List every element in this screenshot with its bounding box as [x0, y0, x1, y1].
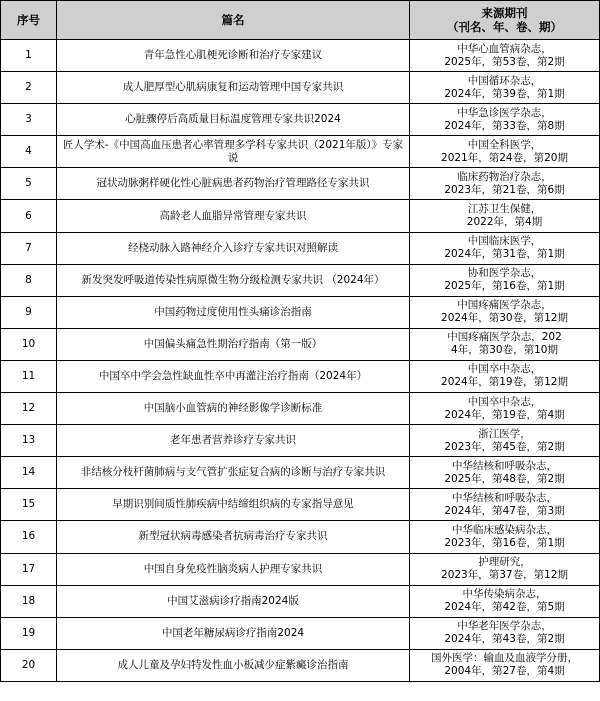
table-row [1, 393, 600, 425]
row-source [410, 328, 600, 360]
row-source-journal: 中国疼痛医学杂志， [457, 299, 552, 312]
row-source-journal: 中华临床感染病杂志， [452, 523, 557, 536]
row-title: 中国自身免疫性脑炎病人护理专家共识 [57, 553, 410, 585]
row-source-journal: 国外医学：输血及血液学分册， [431, 652, 578, 665]
row-index: 2 [1, 72, 57, 104]
row-title: 高龄老人血脂异常管理专家共识 [57, 200, 410, 232]
row-source-journal: 中国全科医学， [467, 138, 542, 151]
row-source-journal: 中国卒中杂志， [467, 363, 542, 376]
table-row [1, 232, 600, 264]
row-title: 匠人学术-《中国高血压患者心率管理多学科专家共识（2021年版）》专家说 [57, 136, 410, 168]
row-index: 15 [1, 489, 57, 521]
row-index: 11 [1, 360, 57, 392]
table-row [1, 40, 600, 72]
row-source [410, 425, 600, 457]
row-source-journal: 中华传染病杂志， [462, 588, 547, 601]
header-source-line1: 来源期刊 [481, 6, 528, 20]
row-source-journal: 中华结核和呼吸杂志， [452, 459, 557, 472]
row-source [410, 296, 600, 328]
row-source-issue: 2024年，第19卷，第12期 [441, 376, 568, 389]
row-index: 14 [1, 457, 57, 489]
row-source-issue: 2023年，第37卷，第12期 [441, 569, 568, 582]
row-source-issue: 2004年，第27卷，第4期 [444, 665, 565, 678]
row-source-issue: 2024年，第43卷，第2期 [444, 633, 565, 646]
row-source-issue: 2025年，第16卷，第1期 [444, 280, 565, 293]
row-source [410, 521, 600, 553]
table-row [1, 425, 600, 457]
row-index: 17 [1, 553, 57, 585]
row-index: 12 [1, 393, 57, 425]
table-row [1, 296, 600, 328]
row-index: 9 [1, 296, 57, 328]
row-source [410, 104, 600, 136]
row-index: 10 [1, 328, 57, 360]
row-title: 中国老年糖尿病诊疗指南2024 [57, 617, 410, 649]
row-source [410, 168, 600, 200]
table-row [1, 521, 600, 553]
table-row [1, 264, 600, 296]
row-index: 7 [1, 232, 57, 264]
row-source-journal: 中华结核和呼吸杂志， [452, 491, 557, 504]
row-title: 成人肥厚型心肌病康复和运动管理中国专家共识 [57, 72, 410, 104]
header-source [410, 1, 600, 40]
table-row [1, 553, 600, 585]
row-source [410, 264, 600, 296]
row-index: 3 [1, 104, 57, 136]
table-row [1, 617, 600, 649]
row-title: 中国药物过度使用性头痛诊治指南 [57, 296, 410, 328]
row-source-issue: 2024年，第39卷，第1期 [444, 87, 565, 100]
row-source-journal: 中华老年医学杂志， [457, 620, 552, 633]
table-row [1, 104, 600, 136]
row-title: 心脏骤停后高质量目标温度管理专家共识2024 [57, 104, 410, 136]
row-source-issue: 2025年，第53卷，第2期 [444, 55, 565, 68]
table-row [1, 200, 600, 232]
row-title: 经桡动脉入路神经介入诊疗专家共识对照解读 [57, 232, 410, 264]
row-index: 4 [1, 136, 57, 168]
row-source-journal: 中华急诊医学杂志， [457, 106, 552, 119]
table-row [1, 489, 600, 521]
row-source [410, 200, 600, 232]
row-title: 新型冠状病毒感染者抗病毒治疗专家共识 [57, 521, 410, 553]
row-source [410, 553, 600, 585]
table-row [1, 136, 600, 168]
header-title: 篇名 [57, 1, 410, 40]
row-title: 冠状动脉粥样硬化性心脏病患者药物治疗管理路径专家共识 [57, 168, 410, 200]
table-row [1, 585, 600, 617]
row-index: 20 [1, 649, 57, 681]
row-title: 中国艾滋病诊疗指南2024版 [57, 585, 410, 617]
row-source-issue: 2023年，第16卷，第1期 [444, 536, 565, 549]
row-index: 16 [1, 521, 57, 553]
row-index: 6 [1, 200, 57, 232]
header-index: 序号 [1, 1, 57, 40]
row-source-journal: 协和医学杂志， [467, 267, 542, 280]
table-row [1, 649, 600, 681]
row-source [410, 617, 600, 649]
row-source [410, 360, 600, 392]
row-source-journal: 浙江医学， [478, 427, 531, 440]
row-index: 13 [1, 425, 57, 457]
row-index: 18 [1, 585, 57, 617]
row-title: 老年患者营养诊疗专家共识 [57, 425, 410, 457]
row-source-issue: 2024年，第19卷，第4期 [444, 408, 565, 421]
row-title: 早期识别间质性肺疾病中结缔组织病的专家指导意见 [57, 489, 410, 521]
row-source [410, 585, 600, 617]
row-source-journal: 护理研究， [478, 556, 531, 569]
row-index: 5 [1, 168, 57, 200]
row-title: 成人儿童及孕妇特发性血小板减少症紫癜诊治指南 [57, 649, 410, 681]
row-source-issue: 2022年，第4期 [466, 216, 543, 229]
row-source [410, 136, 600, 168]
row-source [410, 457, 600, 489]
row-title: 中国偏头痛急性期治疗指南（第一版） [57, 328, 410, 360]
row-source-journal: 中华心血管病杂志， [457, 42, 552, 55]
header-source-line2: （刊名、年、卷、期） [447, 20, 562, 34]
row-index: 1 [1, 40, 57, 72]
row-source-journal: 中国疼痛医学杂志，202 [447, 331, 562, 344]
row-title: 非结核分枝杆菌肺病与支气管扩张症复合病的诊断与治疗专家共识 [57, 457, 410, 489]
row-source-issue: 2024年，第42卷，第5期 [444, 601, 565, 614]
row-index: 19 [1, 617, 57, 649]
row-source-issue: 2021年，第24卷，第20期 [441, 151, 568, 164]
row-source [410, 649, 600, 681]
table-row [1, 72, 600, 104]
header-row [1, 1, 600, 40]
row-source-journal: 中国卒中杂志， [467, 395, 542, 408]
row-source-issue: 2023年，第45卷，第2期 [444, 440, 565, 453]
row-source-issue: 2024年，第47卷，第3期 [444, 504, 565, 517]
row-source [410, 393, 600, 425]
row-title: 新发突发呼吸道传染性病原微生物分级检测专家共识 （2024年） [57, 264, 410, 296]
row-source-issue: 2025年，第48卷，第2期 [444, 472, 565, 485]
row-source-issue: 2024年，第33卷，第8期 [444, 119, 565, 132]
row-title: 中国脑小血管病的神经影像学诊断标准 [57, 393, 410, 425]
row-source [410, 72, 600, 104]
row-source-issue: 4年，第30卷，第10期 [451, 344, 558, 357]
row-source-journal: 中国临床医学， [467, 235, 542, 248]
table-row [1, 360, 600, 392]
table-row [1, 457, 600, 489]
table-row [1, 328, 600, 360]
row-source [410, 489, 600, 521]
row-title: 中国卒中学会急性缺血性卒中再灌注治疗指南（2024年） [57, 360, 410, 392]
table-row [1, 168, 600, 200]
row-source-journal: 临床药物治疗杂志， [457, 170, 552, 183]
row-source-issue: 2023年，第21卷，第6期 [444, 183, 565, 196]
row-source-journal: 中国循环杂志， [467, 74, 542, 87]
row-title: 青年急性心肌梗死诊断和治疗专家建议 [57, 40, 410, 72]
row-index: 8 [1, 264, 57, 296]
row-source [410, 40, 600, 72]
row-source-issue: 2024年，第31卷，第1期 [444, 248, 565, 261]
row-source-journal: 江苏卫生保健， [467, 203, 542, 216]
row-source-issue: 2024年，第30卷，第12期 [441, 312, 568, 325]
row-source [410, 232, 600, 264]
